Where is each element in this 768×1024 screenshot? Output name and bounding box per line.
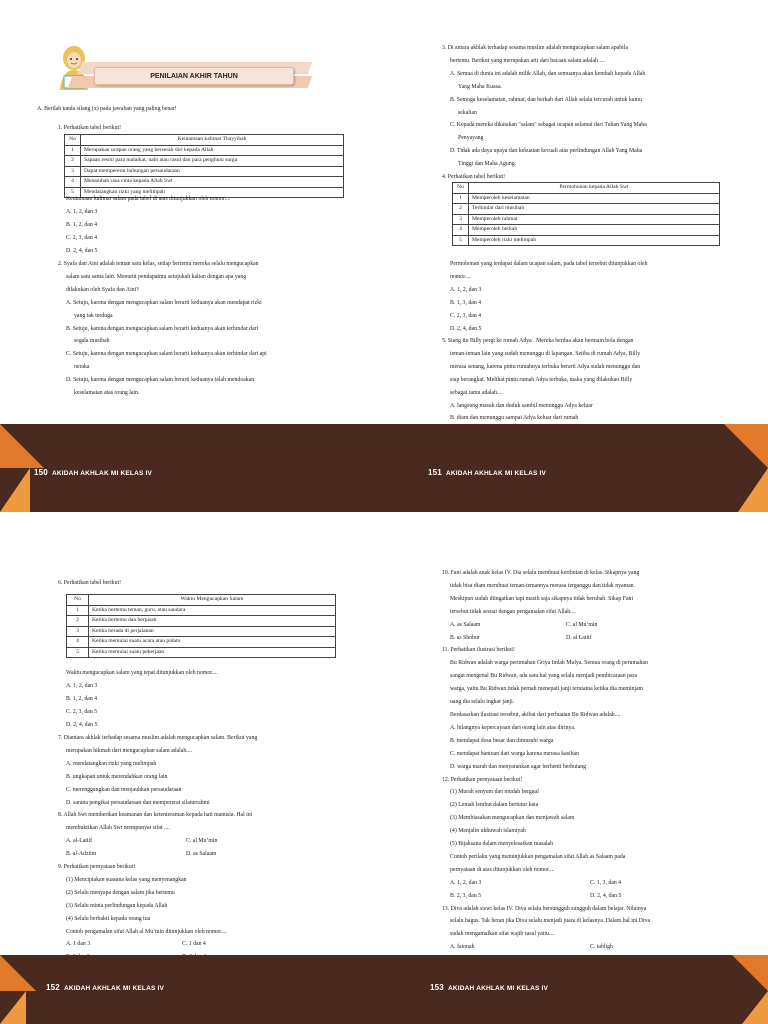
- option-c[interactable]: C. mendapat bantuan dari warga karena merasa kasihan: [450, 750, 579, 757]
- option-c[interactable]: C. 1 dan 4: [182, 941, 206, 948]
- question-8-options: [66, 835, 286, 861]
- option-d[interactable]: D. Tidak ada daya upaya dan kekuatan kecuali atas perlindungan Allah Yang Maha: [450, 148, 643, 155]
- question-11: 11. Perhatikan ilustrasi berikut!: [442, 647, 515, 654]
- table-cell: 4: [67, 637, 89, 648]
- question-8-text: membuktikan Allah Swt mempunyai sifat ....: [66, 825, 170, 832]
- question-3: [442, 42, 647, 184]
- table-row: [67, 647, 336, 658]
- instruction: A. Berilah tanda silang (x) pada jawaban yang paling benar!: [37, 106, 177, 112]
- table-cell: Memperoleh rahmat: [469, 214, 720, 225]
- question-10: [442, 567, 650, 967]
- footer-decor-triangle: [724, 424, 768, 468]
- table-cell: 5: [67, 647, 89, 658]
- table-cell: Dapat mempererat hubungan persaudaraan: [81, 166, 344, 177]
- question-text: 2. Syafa dan Aini adalah teman satu kelas, setiap bertemu mereka selalu mengucapkan: [58, 261, 259, 267]
- option-d-cont: Tinggi dan Maha Agung.: [458, 161, 517, 168]
- option-d[interactable]: D. 2, 4, dan 5: [450, 325, 482, 332]
- table-cell: 2: [65, 156, 81, 167]
- option-c-cont: Penyayang: [458, 135, 484, 142]
- statement-item: (3) Membiasakan mengucapkan dan menjawab salam: [450, 815, 575, 822]
- option-a[interactable]: A. as Salaam: [450, 621, 481, 628]
- table-header: Waktu Mengucapkan Salam: [89, 595, 336, 606]
- option-b[interactable]: B. al-Adziim: [66, 850, 97, 857]
- option-a[interactable]: A. hilangnya kepercayaan dari orang lain atas dirinya.: [450, 724, 576, 731]
- question-stem: Permohonan yang terdapat dalam ucapan salam, pada tabel tersebut ditunjukkan oleh: [450, 261, 648, 267]
- page-number: 150: [34, 468, 48, 477]
- question-2: [58, 258, 267, 400]
- table-cell: 1: [453, 193, 469, 204]
- option-b[interactable]: B. 2, 3, dan 5: [450, 892, 482, 899]
- table-cell: Memperoleh rizki melimpah: [469, 235, 720, 246]
- question-text: 10. Fani adalah anak kelas IV. Dia selalu membuat keributan di kelas. Sikapnya yang: [442, 570, 640, 576]
- option-a-cont: Yang Maha Kuasa.: [458, 83, 503, 90]
- book-title: AKIDAH AKHLAK MI KELAS IV: [63, 985, 165, 992]
- question-text: merasa senang, karena pintu rumahnya terbuka berarti Adya sudah menunggu dan: [450, 363, 641, 370]
- table-cell: Menambah rasa cinta kepada Allah Swt: [81, 177, 344, 188]
- footer-decor-triangle: [732, 955, 768, 991]
- table-cell: 3: [65, 166, 81, 177]
- question-13: 13. Diva adalah siswi kelas IV. Diva selalu bersungguh sungguh dalam belajar. Nilainya: [442, 905, 647, 912]
- page-number: 151: [428, 468, 442, 477]
- question-text: warga, yaitu Bu Ridwan tidak pernah menepati janji terutama ketika dia meminjam: [450, 686, 644, 693]
- question-text: selalu bagus. Tak heran jika Diva selalu menjadi juara di kelasnya. Dalam hal ini Diva: [450, 918, 651, 925]
- option-d[interactable]: D. warga marah dan menyarankan agar berhenti berhutang: [450, 763, 587, 770]
- table-row: [453, 204, 720, 215]
- question-stem: Keutamaan kalimat salam pada tabel di atas ditunjukkan oleh nomor....: [66, 196, 231, 202]
- statement-item: (4) Selalu berbakti kepada orang tua: [66, 915, 151, 922]
- table-cell: Ketika memulai suatu pekerjaan: [89, 647, 336, 658]
- option-d[interactable]: D. as Salaam: [186, 850, 217, 857]
- table-cell: 5: [65, 187, 81, 198]
- option-d-cont: keselamatan atas orang lain.: [74, 390, 140, 397]
- table-row: [453, 235, 720, 246]
- option-c[interactable]: C. merenggangkan dan menjauhkan persaudaraan: [66, 786, 182, 793]
- question-text: bertemu. Berikut yang merupakan arti dari bacaan salam adalah ....: [450, 57, 606, 64]
- option-b[interactable]: B. Setuju, karena dengan mengucapkan salam berarti keduanya akan terhindar dari: [66, 325, 259, 332]
- page-number: 153: [430, 983, 444, 992]
- option-a[interactable]: A. fatonah: [450, 944, 475, 951]
- table-cell: Ketika bertemu teman, guru, atau saudara: [89, 605, 336, 616]
- question-text: Meskipun sudah diingatkan tapi masih saja sikapnya tidak berubah. Sikap Fani: [450, 595, 634, 602]
- page-153: [384, 512, 768, 1024]
- option-a[interactable]: A. 1, 2, dan 3: [450, 879, 482, 886]
- table-header: No: [65, 135, 81, 146]
- book-title: AKIDAH AKHLAK MI KELAS IV: [51, 470, 153, 477]
- page-150: [0, 0, 384, 512]
- table-cell: Memperoleh berkah: [469, 225, 720, 236]
- question-text: salam satu sama lain. Menurut pendapatmu setujukah kalian dengan apa yang: [66, 273, 247, 280]
- option-c[interactable]: C. Kepada mereka dikatakan "salam" sebagai ucapan selamat dari Tuhan Yang Maha: [450, 122, 647, 129]
- table-waktu-salam: [66, 594, 336, 658]
- question-1-options: [66, 193, 230, 258]
- statement-item: (5) Bijaksana dalam menyelesaikan masalah: [450, 841, 554, 848]
- option-c[interactable]: C. al Mu’min: [566, 621, 598, 628]
- question-text: merupakan hikmah dari mengucapkan salam adalah....: [66, 747, 193, 754]
- option-c[interactable]: C. 2, 3, dan 5: [66, 708, 98, 715]
- option-c[interactable]: C. Setuju, karena dengan mengucapkan salam berarti keduanya akan terhindar dari api: [66, 351, 267, 358]
- table-cell: Memperoleh keselamatan: [469, 193, 720, 204]
- option-d[interactable]: D. Setuju, karena dengan mengucapkan salam berarti keduanya telah mendoakan: [66, 377, 255, 384]
- table-header: Keutamaan kalimat Thayyibah: [81, 135, 344, 146]
- option-a[interactable]: A. al-Latiif: [66, 838, 93, 844]
- question-text: dilakukan oleh Syafa dan Aini?: [66, 286, 139, 293]
- option-a[interactable]: A. 1, 2, dan 3: [450, 286, 482, 293]
- statement-item: (4) Menjalin ukhuwah islamiyah: [450, 828, 526, 835]
- option-d[interactable]: D. 2, 4, dan 5: [66, 721, 98, 728]
- footer-decor-triangle: [0, 468, 30, 512]
- question-9: [58, 861, 227, 964]
- question-text: tersebut tidak sesuai dengan pengamalan sifat Allah....: [450, 608, 576, 615]
- table-cell: 3: [453, 214, 469, 225]
- page-number: 152: [46, 983, 60, 992]
- question-6-options: [66, 667, 218, 732]
- table-row: [65, 156, 344, 167]
- page-number-label: [430, 983, 548, 992]
- question-text: siap berangkat. Melihat pintu rumah Adya terbuka, maka yang dilakukan Billy: [450, 376, 633, 383]
- book-title: AKIDAH AKHLAK MI KELAS IV: [445, 470, 547, 477]
- question-text: tidak bisa diam membuat teman-temannya merasa terganggu dan tidak nyaman.: [450, 582, 636, 589]
- option-d[interactable]: D. al Latiif: [566, 634, 592, 641]
- book-title: AKIDAH AKHLAK MI KELAS IV: [447, 985, 549, 992]
- statement-item: (1) Menciptakan suasana kelas yang menyenangkan: [66, 876, 187, 883]
- option-c[interactable]: C. al Mu’min: [186, 838, 218, 844]
- question-stem: Berdasarkan ilustrasi tersebut, akibat dari perbuatan Bu Ridwan adalah....: [450, 711, 621, 718]
- statement-item: (1) Murah senyum dan mudah bergaul: [450, 789, 539, 796]
- table-row: [67, 626, 336, 637]
- option-a[interactable]: A. 1, 2, dan 3: [66, 682, 98, 689]
- footer-decor-triangle: [742, 991, 768, 1024]
- page-number-label: [428, 468, 546, 477]
- option-b[interactable]: B. as Shobur: [450, 634, 480, 641]
- table-cell: 2: [453, 204, 469, 215]
- option-c[interactable]: C. 1, 3, dan 4: [590, 879, 622, 886]
- option-b[interactable]: B. mendapat dosa besar dan dimusuhi warga: [450, 737, 554, 744]
- table-cell: 1: [67, 605, 89, 616]
- option-a[interactable]: A. langsung masuk dan duduk sambil menunggu Adya keluar: [450, 402, 593, 409]
- question-text: 3. Di antara akhlak terhadap sesama muslim adalah mengucapkan salam apabila: [442, 45, 628, 51]
- option-d[interactable]: D. sarana pengikat persaudaraan dan mempererat silaturrahmi: [66, 799, 210, 806]
- question-text: uang dia selalu ingkar janji.: [450, 699, 515, 706]
- table-row: [67, 605, 336, 616]
- table-header: No: [453, 183, 469, 194]
- question-text: teman-teman lain yang sudah menunggu di lapangan. Setiba di rumah Adya, Billy: [450, 350, 641, 357]
- table-permohonan: [452, 182, 720, 246]
- question-stem: Contoh pengamalan sifat Allah al Mu’min ditunjukkan oleh nomor....: [66, 928, 227, 935]
- question-text: 7. Diantara akhlak terhadap sesama muslim adalah mengucapkan salam. Berikut yang: [58, 735, 258, 741]
- question-8-text: 8. Allah Swt memberikan keamanan dan ketenteraman kepada hati manusia. Hal ini: [58, 812, 253, 819]
- question-text: 1. Perhatikan tabel berikut!: [58, 125, 122, 131]
- page-number-label: [34, 468, 152, 477]
- table-header: Permohonan kepada Allah Swt: [469, 183, 720, 194]
- page-152: [0, 512, 384, 1024]
- table-cell: Ketika berada di perjalanan: [89, 626, 336, 637]
- option-c[interactable]: C. 2, 3, dan 4: [450, 312, 482, 319]
- table-cell: 4: [453, 225, 469, 236]
- table-cell: Ketika bertemu dan berpisah: [89, 616, 336, 627]
- option-b-cont: sekalian: [458, 109, 477, 116]
- footer-decor-triangle: [0, 991, 26, 1024]
- option-b-cont: segala musibah: [74, 338, 110, 345]
- question-7: [58, 732, 257, 835]
- table-row: [67, 616, 336, 627]
- option-d[interactable]: D. 2, 4, dan 5: [590, 892, 622, 899]
- table-row: [67, 637, 336, 648]
- question-block: [37, 103, 177, 116]
- question-1: [58, 122, 121, 135]
- option-a[interactable]: A. Semua di dunia ini adalah milik Allah, dan semuanya akan kembali kepada Allah: [450, 70, 646, 77]
- option-c[interactable]: C. tabligh: [590, 944, 613, 951]
- table-cell: 1: [65, 145, 81, 156]
- question-text: sangat mengenal Bu Ridwan, ada satu hal yang selalu menjadi pembicaraan para: [450, 673, 638, 680]
- question-text: sebagai tamu adalah....: [450, 389, 503, 396]
- question-4-options: [450, 258, 648, 335]
- option-b[interactable]: B. diam dan menunggu sampai Adya keluar dari rumah: [450, 415, 579, 422]
- question-stem: nomor....: [450, 273, 471, 280]
- option-a[interactable]: A. 1 dan 3: [66, 941, 91, 948]
- footer-decor-triangle: [0, 424, 44, 468]
- option-b[interactable]: B. 1, 2, dan 4: [66, 221, 98, 228]
- question-stem: pernyataan di atas ditunjukkan oleh nomor....: [450, 866, 555, 873]
- table-thayyibah: [64, 134, 344, 198]
- question-text: sudah mengamalkan sifat wajib rasul yaitu....: [450, 931, 555, 938]
- table-row: [65, 177, 344, 188]
- footer-decor-triangle: [0, 955, 36, 991]
- table-header: No: [67, 595, 89, 606]
- question-text: 9. Perhatikan pernyataan berikut!: [58, 864, 136, 870]
- question-stem: Waktu mengucapkan salam yang tepat ditunjukkan oleh nomor....: [66, 670, 218, 676]
- page-number-label: [46, 983, 164, 992]
- table-row: [453, 225, 720, 236]
- option-a[interactable]: A. 1, 2, dan 3: [66, 208, 98, 215]
- table-row: [65, 166, 344, 177]
- table-cell: 3: [67, 626, 89, 637]
- page-151: [384, 0, 768, 512]
- table-cell: Terhindar dari musibah: [469, 204, 720, 215]
- option-c-cont: neraka: [74, 364, 90, 371]
- option-d[interactable]: D. 2, 4, dan 5: [66, 247, 98, 254]
- statement-item: (2) Selalu menyapa dengan salam jika bertemu: [66, 889, 175, 896]
- header-banner: [60, 62, 320, 88]
- statement-item: (2) Lemah lembut dalam bertutur kata: [450, 802, 539, 809]
- question-4: 4. Perhatikan tabel berikut!: [442, 174, 506, 181]
- option-c[interactable]: C. 2, 3, dan 4: [66, 234, 98, 241]
- question-12: 12. Perhatikan pernyataan berikut!: [442, 776, 523, 783]
- statement-item: (3) Selalu minta perlindungan kepada Allah: [66, 902, 168, 909]
- question-text: Bu Ridwan adalah warga perumahan Griya Indah Mulya. Semua orang di perumahan: [450, 660, 648, 667]
- option-b[interactable]: B. 1, 2, dan 4: [66, 695, 98, 702]
- table-cell: Merupakan ucapan orang yang berserah diri kepada Allah: [81, 145, 344, 156]
- option-b[interactable]: B. ungkapan untuk merendahkan orang lain: [66, 773, 168, 780]
- table-cell: Mendatangkan rizki yang melimpah: [81, 187, 344, 198]
- option-a[interactable]: A. Setuju, karena dengan mengucapkan salam berarti keduanya akan mendapat rizki: [66, 299, 262, 306]
- table-cell: 4: [65, 177, 81, 188]
- table-row: [65, 145, 344, 156]
- question-6: [58, 577, 121, 590]
- table-cell: Ketika memulai suatu acara atau pidato: [89, 637, 336, 648]
- option-b[interactable]: B. Semoga keselamatan, rahmat, dan berkah dari Allah selalu tercurah untuk kamu: [450, 96, 642, 103]
- table-cell: Sapaan resmi para malaikat, nabi atau rasul dan para penghuni surga: [81, 156, 344, 167]
- table-cell: 5: [453, 235, 469, 246]
- option-a[interactable]: A. mendatangkan rizki yang melimpah: [66, 760, 157, 767]
- question-stem: Contoh perilaku yang menunjukkan pengamalan sifat Allah as Salaam pada: [450, 853, 626, 860]
- page-title: PENILAIAN AKHIR TAHUN: [94, 67, 294, 85]
- footer-decor-triangle: [738, 468, 768, 512]
- option-b[interactable]: B. 1, 3, dan 4: [450, 299, 482, 306]
- question-text: 5. Siang itu Billy pergi ke rumah Adya . Mereka berdua akan bermain bola dengan: [442, 338, 634, 344]
- question-text: 6. Perhatikan tabel berikut!: [58, 580, 122, 586]
- table-row: [453, 214, 720, 225]
- table-cell: 2: [67, 616, 89, 627]
- table-row: [453, 193, 720, 204]
- option-a-cont: yang tak terduga: [74, 312, 113, 319]
